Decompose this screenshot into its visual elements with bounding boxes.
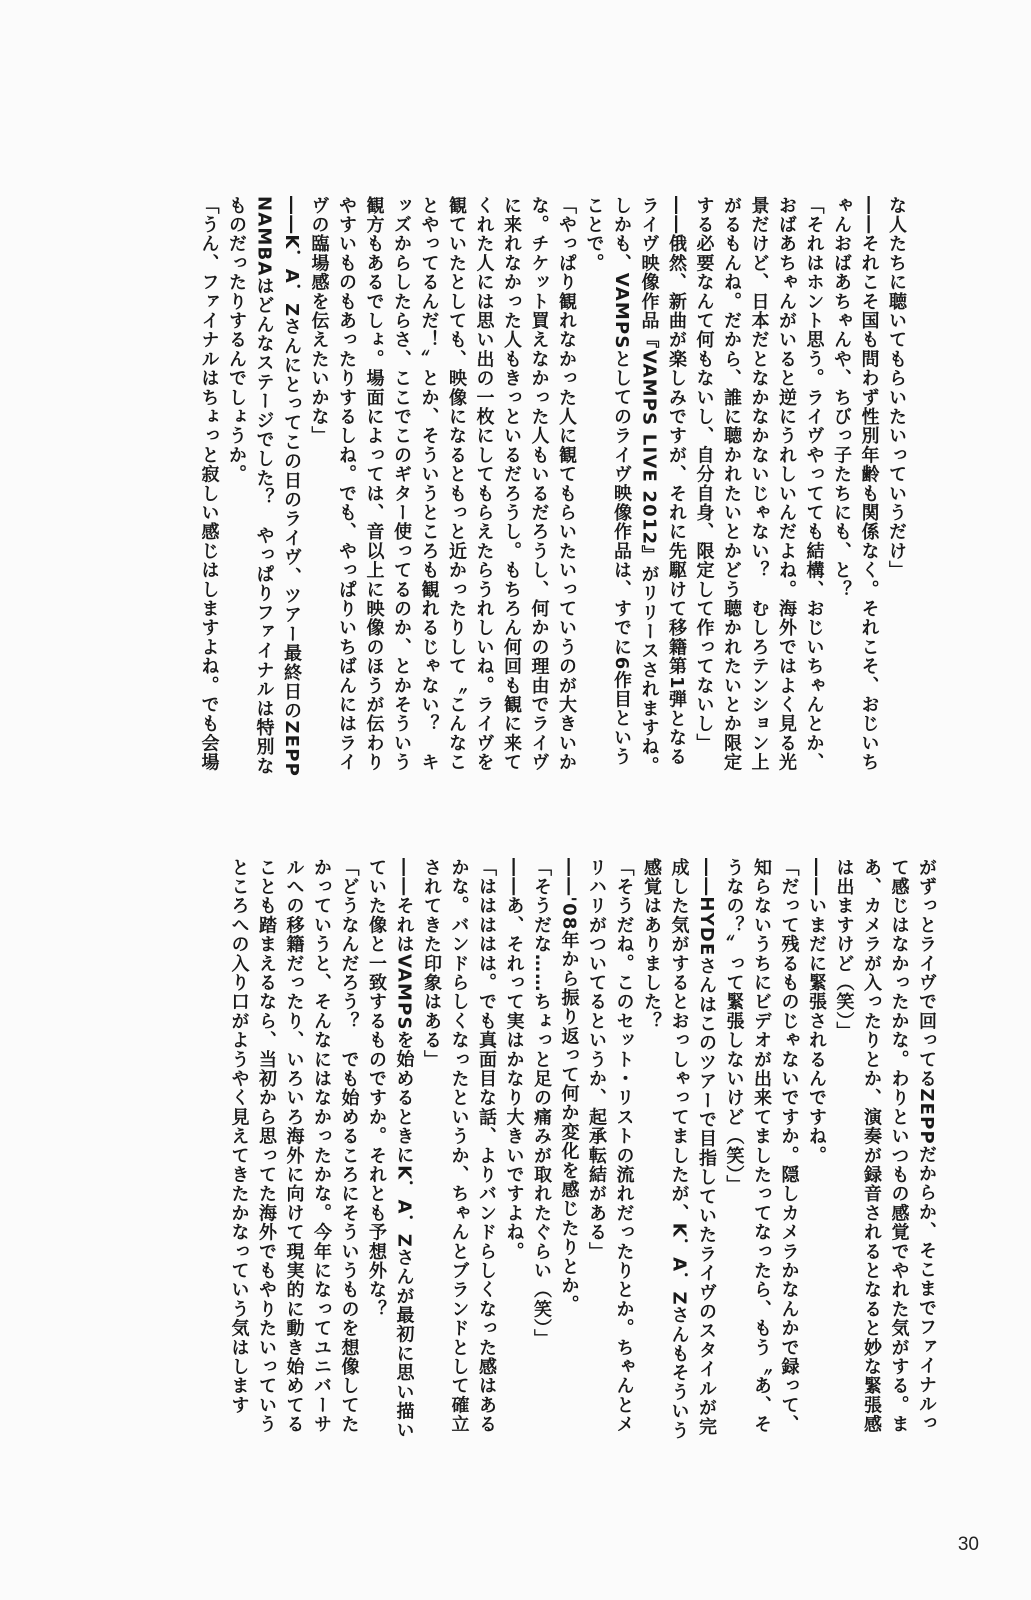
answer-paragraph: 「そうだな……ちょっと足の痛みが取れたぐらい（笑）」 <box>531 858 552 1349</box>
question-paragraph: ――いまだに緊張されるんですね。 <box>806 858 827 1166</box>
upper-text-column <box>40 196 910 781</box>
question-paragraph: ――それはVAMPSを始めるときにK．A．Zさんが最初に思い描いていた像と一致するものですか。それとも予想外な？ <box>366 858 415 1441</box>
question-paragraph: ――それこそ国も問わず性別年齢も関係なく。それこそ、おじいちゃんおばあちゃんや、ちびっ子たちにも、と？ <box>831 196 880 772</box>
answer-paragraph: 「やっぱり観れなかった人に観てもらいたいっていうのが大きいかな。チケット買えなかった人もいるだろうし、何かの理由でライヴに来れなかった人もきっといるだろうし。もちろん何回も観に来てくれた人には思い出の一枚にしてもらえたらうれしいね。ライヴを観ていたとしても、映像になるともっと近かったりして〝こんなことやってるんだ！〟とか、そういうところも観れるじゃない？ キッズからしたらさ、ここでこのギター使ってるのか、とかそういう観方もあるでしょ。場面によっては、音以上に映像のほうが伝わりやすいものもあったりするしね。でも、やっぱりいちばんにはライヴの臨場感を伝えたいかな」 <box>308 196 577 772</box>
question-paragraph: ――K．A．Zさんにとってこの日のライヴ、ツアー最終日のZEPP NAMBAはどんなステージでした？ やっぱりファイナルは特別なものだったりするんでしょうか。 <box>226 196 302 778</box>
paragraph: な人たちに聴いてもらいたいっていうだけ」 <box>886 196 907 580</box>
answer-paragraph: 「それはホント思う。ライヴやってても結構、おじいちゃんとか、おばあちゃんがいると逆にうれしいんだよね。海外ではよく見る光景だけど、日本だとなかなかないじゃない？ むしろテンション上がるもんね。だから、誰に聴かれたいとかどう聴かれたいとか限定する必要なんて何もないし、自分自身、限定して作ってないし」 <box>693 196 825 772</box>
answer-paragraph: 「だって残るものじゃないですか。隠しカメラかなんかで録って、知らないうちにビデオが出来てましたってなったら、もう〝あ、そうなの？〟って緊張しないけど（笑）」 <box>723 858 800 1434</box>
page-number: 30 <box>957 1534 979 1555</box>
answer-paragraph: 「そうだね。このセット・リストの流れだったりとか。ちゃんとメリハリがついてるというか、起承転結がある」 <box>586 858 635 1434</box>
question-paragraph: ――俄然、新曲が楽しみですが、それに先駆けて移籍第1弾となるライヴ映像作品『VAMPS LIVE 2012』がリリースされますね。しかも、VAMPSとしてのライヴ映像作品は、すでに6作目ということで。 <box>583 196 687 776</box>
answer-paragraph: 「うん、ファイナルはちょっと寂しい感じはしますよね。でも会場 <box>198 196 220 772</box>
lower-text-column <box>40 858 940 1443</box>
question-paragraph: ――あ、それって実はかなり大きいですよね。 <box>503 858 525 1262</box>
question-paragraph: ――HYDEさんはこのツアーで目指していたライヴのスタイルが完成した気がするとおっしゃってましたが、K．A．Zさんもそういう感覚はありました？ <box>641 858 717 1441</box>
answer-paragraph: がずっとライヴで回ってるZEPPだからか、そこまでファイナルって感じはなかったかな。わりといつもの感覚でやれた気がする。まあ、カメラが入ったりとか、演奏が録音されるとなると妙な緊張感は出ますけど（笑）」 <box>833 858 937 1434</box>
answer-paragraph: 「ははははは。でも真面目な話、よりバンドらしくなった感はあるかな。バンドらしくなったというか、ちゃんとブランドとして確立されてきた印象はある」 <box>421 858 497 1434</box>
answer-paragraph: 「どうなんだろう？ でも始めるころにそういうものを想像してたかっていうと、そんなにはなかったかな。今年になってユニバーサルへの移籍だったり、いろいろ海外に向けて現実的に動き始めてることも踏まえるなら、当初から思ってた海外でもやりたいっていうところへの入り口がようやく見えてきたかなっていう気はします <box>228 858 360 1434</box>
question-paragraph: ――'08年から振り返って何か変化を感じたりとか。 <box>558 858 580 1315</box>
